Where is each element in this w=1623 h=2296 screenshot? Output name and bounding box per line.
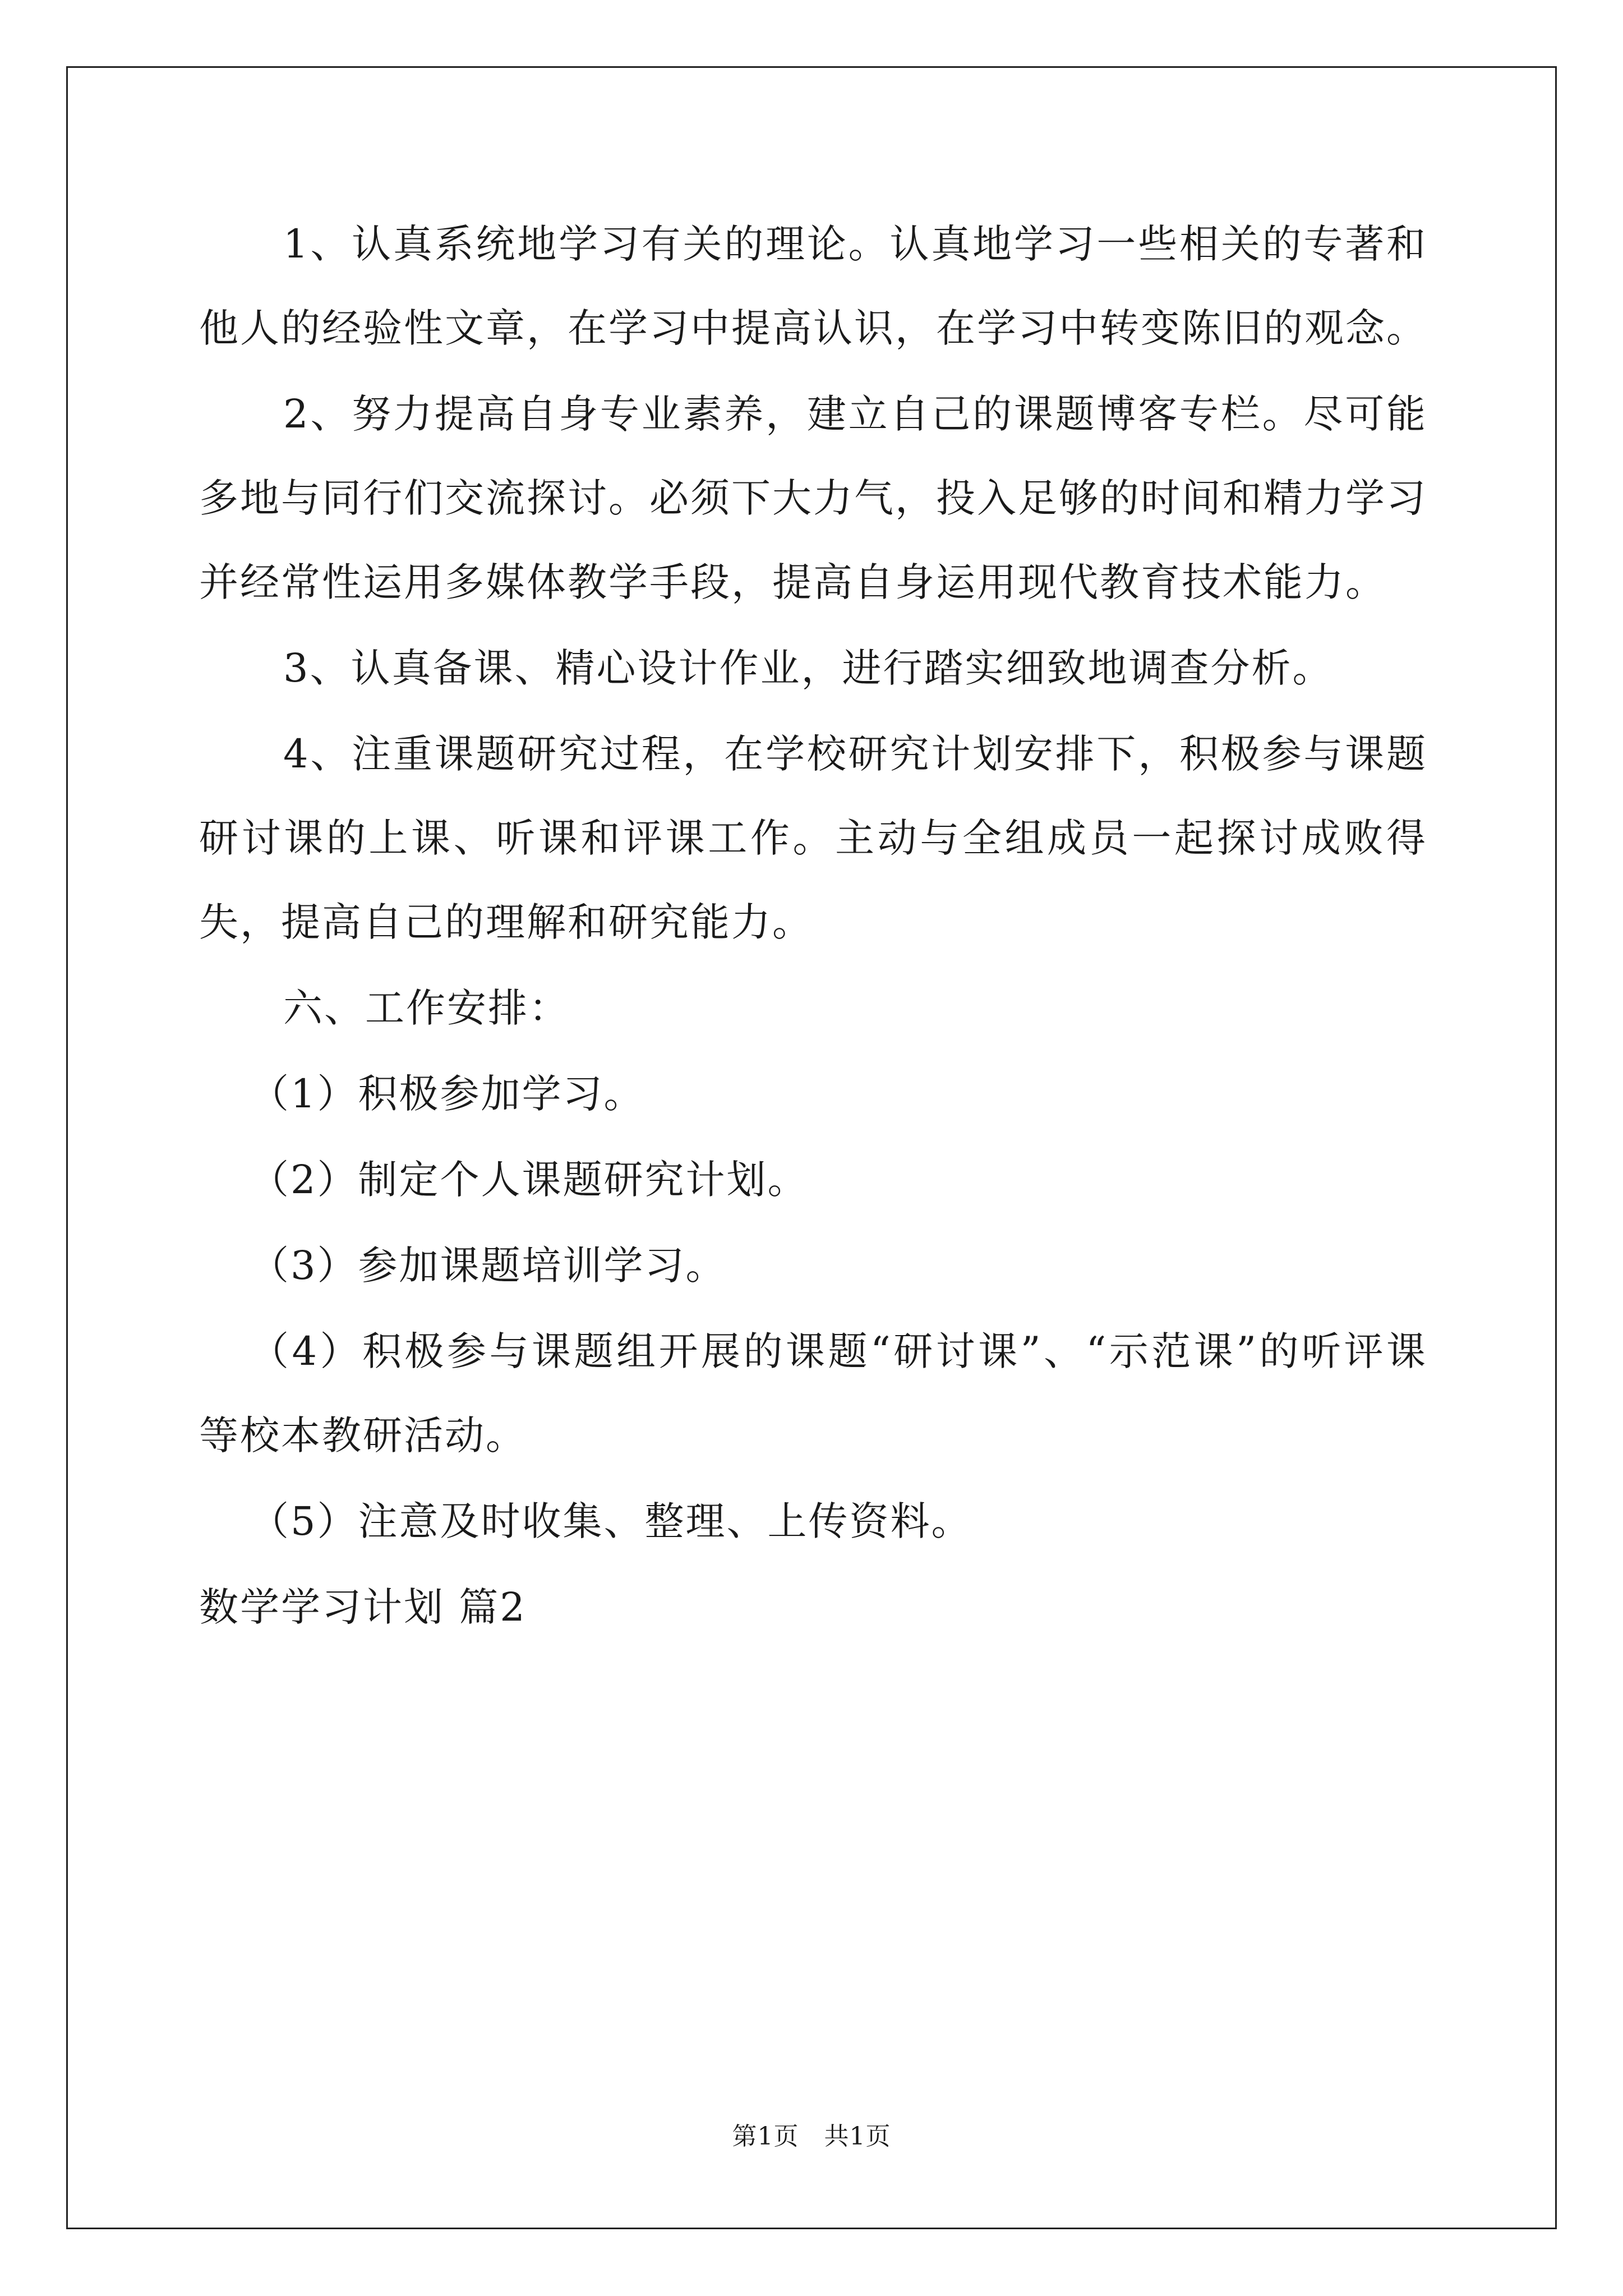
document-body bbox=[199, 202, 1427, 1651]
paragraph-3: 3、认真备课、精心设计作业，进行踏实细致地调查分析。 bbox=[283, 645, 1334, 691]
list-item-3: （3）参加课题培训学习。 bbox=[250, 1243, 727, 1289]
list-item-2: （2）制定个人课题研究计划。 bbox=[250, 1157, 809, 1203]
page-footer: 第1页 共1页 bbox=[732, 2122, 891, 2151]
paragraph-1: 1、认真系统地学习有关的理论。认真地学习一些相关的专著和他人的经验性文章，在学习中提高认识，在学习中转变陈旧的观念。 bbox=[199, 221, 1427, 351]
next-section-title: 数学学习计划 篇2 bbox=[199, 1584, 527, 1630]
paragraph-2: 2、努力提高自身专业素养，建立自己的课题博客专栏。尽可能多地与同行们交流探讨。必须下大力气，投入足够的时间和精力学习并经常性运用多媒体教学手段，提高自身运用现代教育技术能力。 bbox=[199, 391, 1427, 605]
list-item-1: （1）积极参加学习。 bbox=[250, 1071, 645, 1117]
paragraph-4: 4、注重课题研究过程，在学校研究计划安排下，积极参与课题研讨课的上课、听课和评课工作。主动与全组成员一起探讨成败得失，提高自己的理解和研究能力。 bbox=[199, 731, 1427, 945]
section-heading: 六、工作安排： bbox=[283, 985, 570, 1031]
list-item-4: （4）积极参与课题组开展的课题“研讨课”、“示范课”的听评课等校本教研活动。 bbox=[199, 1328, 1427, 1458]
list-item-5: （5）注意及时收集、整理、上传资料。 bbox=[250, 1498, 972, 1544]
